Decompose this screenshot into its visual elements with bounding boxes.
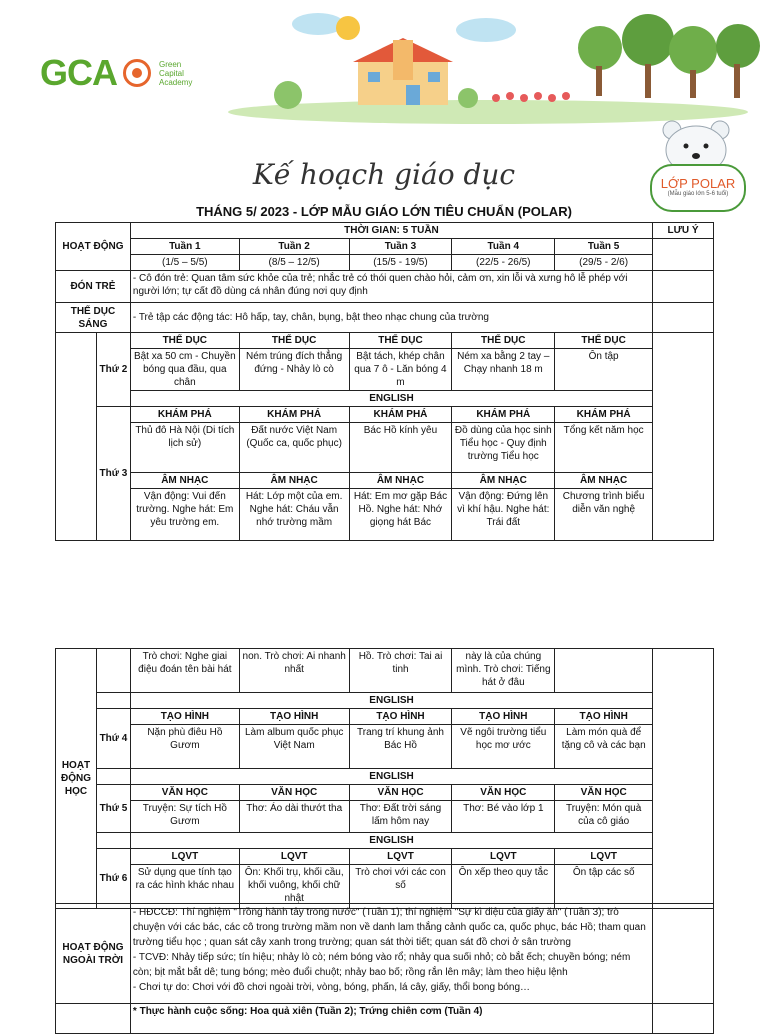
day-cell — [96, 833, 130, 849]
life-practice-line: * Thực hành cuộc sống: Hoa quả xiên (Tuần 2); Trứng chiên cơm (Tuần 4) — [130, 1004, 652, 1034]
week-3-name: Tuần 3 — [349, 239, 452, 255]
week-5-range: (29/5 - 2/6) — [555, 255, 653, 271]
header-time: THỜI GIAN: 5 TUẦN — [130, 223, 652, 239]
gca-logo — [40, 52, 192, 94]
subject-label: TẠO HÌNH — [452, 709, 555, 725]
lesson-cell: Ôn tập các số — [555, 865, 653, 909]
lesson-cell — [555, 649, 653, 693]
header-note: LƯU Ý — [653, 223, 714, 239]
subject-label: LQVT — [555, 849, 653, 865]
subject-label: THỂ DỤC — [349, 333, 452, 349]
note-cell — [653, 333, 714, 541]
the-duc-sang-text: - Trẻ tập các động tác: Hô hấp, tay, chân, bụng, bật theo nhạc chung của trường — [130, 303, 652, 333]
outdoor-line-hdccd: - HĐCCĐ: Thí nghiệm "Trồng hành tây trong nước" (Tuần 1); thí nghiệm "Sự kì diệu của giấy ăn" (Tuần 3); trò chuyện với các bác, các cô trong trường mầm non về danh lam thắng cảnh quốc ca, quốc phục, bác Hồ; tham quan trường tiểu học ; quan sát cây xanh trong trường; quan sát thời tiết; quan sát đồ chơi ở sân trường — [132, 907, 646, 948]
lesson-cell: Vẽ ngôi trường tiểu học mơ ước — [452, 725, 555, 769]
lesson-cell: Đất nước Việt Nam (Quốc ca, quốc phục) — [239, 423, 349, 473]
logo-line-2: Capital — [159, 68, 184, 78]
plan-table-part-1 — [55, 222, 714, 541]
lesson-cell: Tổng kết năm học — [555, 423, 653, 473]
script-title: Kế hoạch giáo dục — [252, 158, 516, 191]
week-1-name: Tuần 1 — [130, 239, 239, 255]
lesson-cell: Ném xa bằng 2 tay – Chạy nhanh 18 m — [452, 349, 555, 391]
subject-label: ÂM NHẠC — [452, 473, 555, 489]
don-tre-text: - Cô đón trẻ: Quan tâm sức khỏe của trẻ; nhắc trẻ có thói quen chào hỏi, cảm ơn, xin lỗi và xưng hô lễ phép với người lớn; tự cất đồ dùng cá nhân đúng nơi quy định — [130, 271, 652, 303]
english-row: ENGLISH — [130, 391, 652, 407]
thu-5-label: Thứ 5 — [96, 785, 130, 833]
thu-3-label: Thứ 3 — [96, 407, 130, 541]
subject-label: KHÁM PHÁ — [239, 407, 349, 423]
lesson-cell: Ôn tập — [555, 349, 653, 391]
day-cell — [96, 649, 130, 693]
note-cell — [653, 271, 714, 303]
subject-label: KHÁM PHÁ — [130, 407, 239, 423]
week-1-range: (1/5 – 5/5) — [130, 255, 239, 271]
outdoor-label: HOẠT ĐỘNG NGOÀI TRỜI — [56, 904, 131, 1004]
lesson-cell: Đồ dùng của học sinh Tiểu học - Quy định trường Tiểu học — [452, 423, 555, 473]
header-activity: HOẠT ĐỘNG — [56, 223, 131, 271]
outdoor-activity-table — [55, 903, 714, 1034]
note-cell — [653, 904, 714, 1004]
lesson-cell: Ôn: Khối trụ, khối cầu, khối vuông, khối chữ nhật — [239, 865, 349, 909]
subject-label: VĂN HỌC — [239, 785, 349, 801]
week-2-name: Tuần 2 — [239, 239, 349, 255]
badge-subtitle: (Mẫu giáo lớn 5-6 tuổi) — [667, 191, 729, 197]
plan-table-part-2 — [55, 648, 714, 909]
subject-label: ÂM NHẠC — [239, 473, 349, 489]
lesson-cell: này là của chúng mình. Trò chơi: Tiếng hát ở đâu — [452, 649, 555, 693]
day-cell — [96, 693, 130, 709]
lesson-cell: Thơ: Bé vào lớp 1 — [452, 801, 555, 833]
lesson-cell: Ném trúng đích thẳng đứng - Nhảy lò cò — [239, 349, 349, 391]
subject-label: KHÁM PHÁ — [452, 407, 555, 423]
outdoor-line-free-play: - Chơi tự do: Chơi với đồ chơi ngoài trời, vòng, bóng, phấn, lá cây, giấy, thổi bong bóng… — [132, 982, 531, 993]
lesson-cell: Bật xa 50 cm - Chuyền bóng qua đầu, qua chân — [130, 349, 239, 391]
subject-label: LQVT — [130, 849, 239, 865]
subject-label: KHÁM PHÁ — [555, 407, 653, 423]
week-4-name: Tuần 4 — [452, 239, 555, 255]
outdoor-text — [130, 904, 652, 1004]
the-duc-sang-label: THỂ DỤC SÁNG — [56, 303, 131, 333]
week-5-name: Tuần 5 — [555, 239, 653, 255]
lesson-cell: Nặn phù điêu Hồ Gươm — [130, 725, 239, 769]
outdoor-line-tcvd: - TCVĐ: Nhảy tiếp sức; tín hiệu; nhảy lò cò; ném bóng vào rổ; nhảy qua suối nhỏ; cò bắt ếch; chuyền bóng; ném còn; bịt mắt bắt dê; tung bóng; mèo đuổi chuột; nhảy bao bố; rồng rắn lên mây; làm theo hiệu lệnh — [132, 952, 631, 978]
subject-label: TẠO HÌNH — [130, 709, 239, 725]
subject-label: ÂM NHẠC — [349, 473, 452, 489]
lesson-cell: Hồ. Trò chơi: Tai ai tinh — [349, 649, 452, 693]
subject-label: TẠO HÌNH — [349, 709, 452, 725]
english-row: ENGLISH — [130, 833, 652, 849]
sun-icon — [336, 16, 360, 40]
subject-label: VĂN HỌC — [349, 785, 452, 801]
hoat-dong-hoc-label-top — [56, 333, 97, 541]
subject-label: LQVT — [349, 849, 452, 865]
lesson-cell: Sử dụng que tính tạo ra các hình khác nhau — [130, 865, 239, 909]
thu-6-label: Thứ 6 — [96, 849, 130, 909]
week-3-range: (15/5 - 19/5) — [349, 255, 452, 271]
label-cell — [56, 1004, 131, 1034]
lesson-cell: Làm món quà để tặng cô và các bạn — [555, 725, 653, 769]
subject-label: THỂ DỤC — [452, 333, 555, 349]
hoat-dong-hoc-label: HOẠT ĐỘNG HỌC — [56, 649, 97, 909]
subject-label: TẠO HÌNH — [555, 709, 653, 725]
lesson-cell: Trò chơi: Nghe giai điệu đoán tên bài hát — [130, 649, 239, 693]
subject-label: KHÁM PHÁ — [349, 407, 452, 423]
subject-label: LQVT — [239, 849, 349, 865]
lesson-cell: Ôn xếp theo quy tắc — [452, 865, 555, 909]
lesson-cell: Trò chơi với các con số — [349, 865, 452, 909]
lesson-cell: Vận động: Đứng lên vì khí hậu. Nghe hát: Trái đất — [452, 489, 555, 541]
badge-title: LỚP POLAR — [660, 176, 736, 191]
subject-label: THỂ DỤC — [239, 333, 349, 349]
thu-4-label: Thứ 4 — [96, 709, 130, 769]
note-cell — [653, 239, 714, 271]
week-2-range: (8/5 – 12/5) — [239, 255, 349, 271]
lesson-cell: Thủ đô Hà Nội (Di tích lịch sử) — [130, 423, 239, 473]
lesson-cell: Hát: Em mơ gặp Bác Hồ. Nghe hát: Nhớ giọng hát Bác — [349, 489, 452, 541]
lesson-cell: Thơ: Đất trời sáng lấm hôm nay — [349, 801, 452, 833]
subject-label: VĂN HỌC — [452, 785, 555, 801]
subject-label: LQVT — [452, 849, 555, 865]
logo-brand: GCA — [40, 52, 117, 93]
subject-label: VĂN HỌC — [555, 785, 653, 801]
subject-label: THỂ DỤC — [555, 333, 653, 349]
lesson-cell: non. Trò chơi: Ai nhanh nhất — [239, 649, 349, 693]
subject-label: THỂ DỤC — [130, 333, 239, 349]
lesson-cell: Thơ: Áo dài thướt tha — [239, 801, 349, 833]
subject-label: TẠO HÌNH — [239, 709, 349, 725]
logo-line-1: Green — [159, 59, 182, 69]
page-title: THÁNG 5/ 2023 - LỚP MẪU GIÁO LỚN TIÊU CHUẨN (POLAR) — [196, 204, 572, 219]
lesson-cell: Hát: Lớp một của em. Nghe hát: Cháu vẫn nhớ trường mầm — [239, 489, 349, 541]
subject-label: ÂM NHẠC — [555, 473, 653, 489]
note-cell — [653, 1004, 714, 1034]
logo-line-3: Academy — [159, 77, 193, 87]
lesson-cell: Truyện: Món quà của cô giáo — [555, 801, 653, 833]
day-cell — [96, 769, 130, 785]
school-scene-illustration — [228, 0, 768, 125]
don-tre-label: ĐÓN TRẺ — [56, 271, 131, 303]
thu-2-label: Thứ 2 — [96, 333, 130, 407]
lesson-cell: Làm album quốc phục Việt Nam — [239, 725, 349, 769]
lesson-cell: Bác Hồ kính yêu — [349, 423, 452, 473]
week-4-range: (22/5 - 26/5) — [452, 255, 555, 271]
english-row: ENGLISH — [130, 693, 652, 709]
lesson-cell: Vận động: Vui đến trường. Nghe hát: Em yêu trường em. — [130, 489, 239, 541]
english-row: ENGLISH — [130, 769, 652, 785]
lesson-cell: Bật tách, khép chân qua 7 ô - Lăn bóng 4 m — [349, 349, 452, 391]
subject-label: VĂN HỌC — [130, 785, 239, 801]
subject-label: ÂM NHẠC — [130, 473, 239, 489]
lesson-cell: Chương trình biểu diễn văn nghệ — [555, 489, 653, 541]
note-cell — [653, 303, 714, 333]
lesson-cell: Trang trí khung ảnh Bác Hồ — [349, 725, 452, 769]
lesson-cell: Truyện: Sự tích Hồ Gươm — [130, 801, 239, 833]
logo-subtitle — [159, 60, 192, 87]
note-cell — [653, 649, 714, 909]
logo-eye-icon — [123, 59, 151, 87]
